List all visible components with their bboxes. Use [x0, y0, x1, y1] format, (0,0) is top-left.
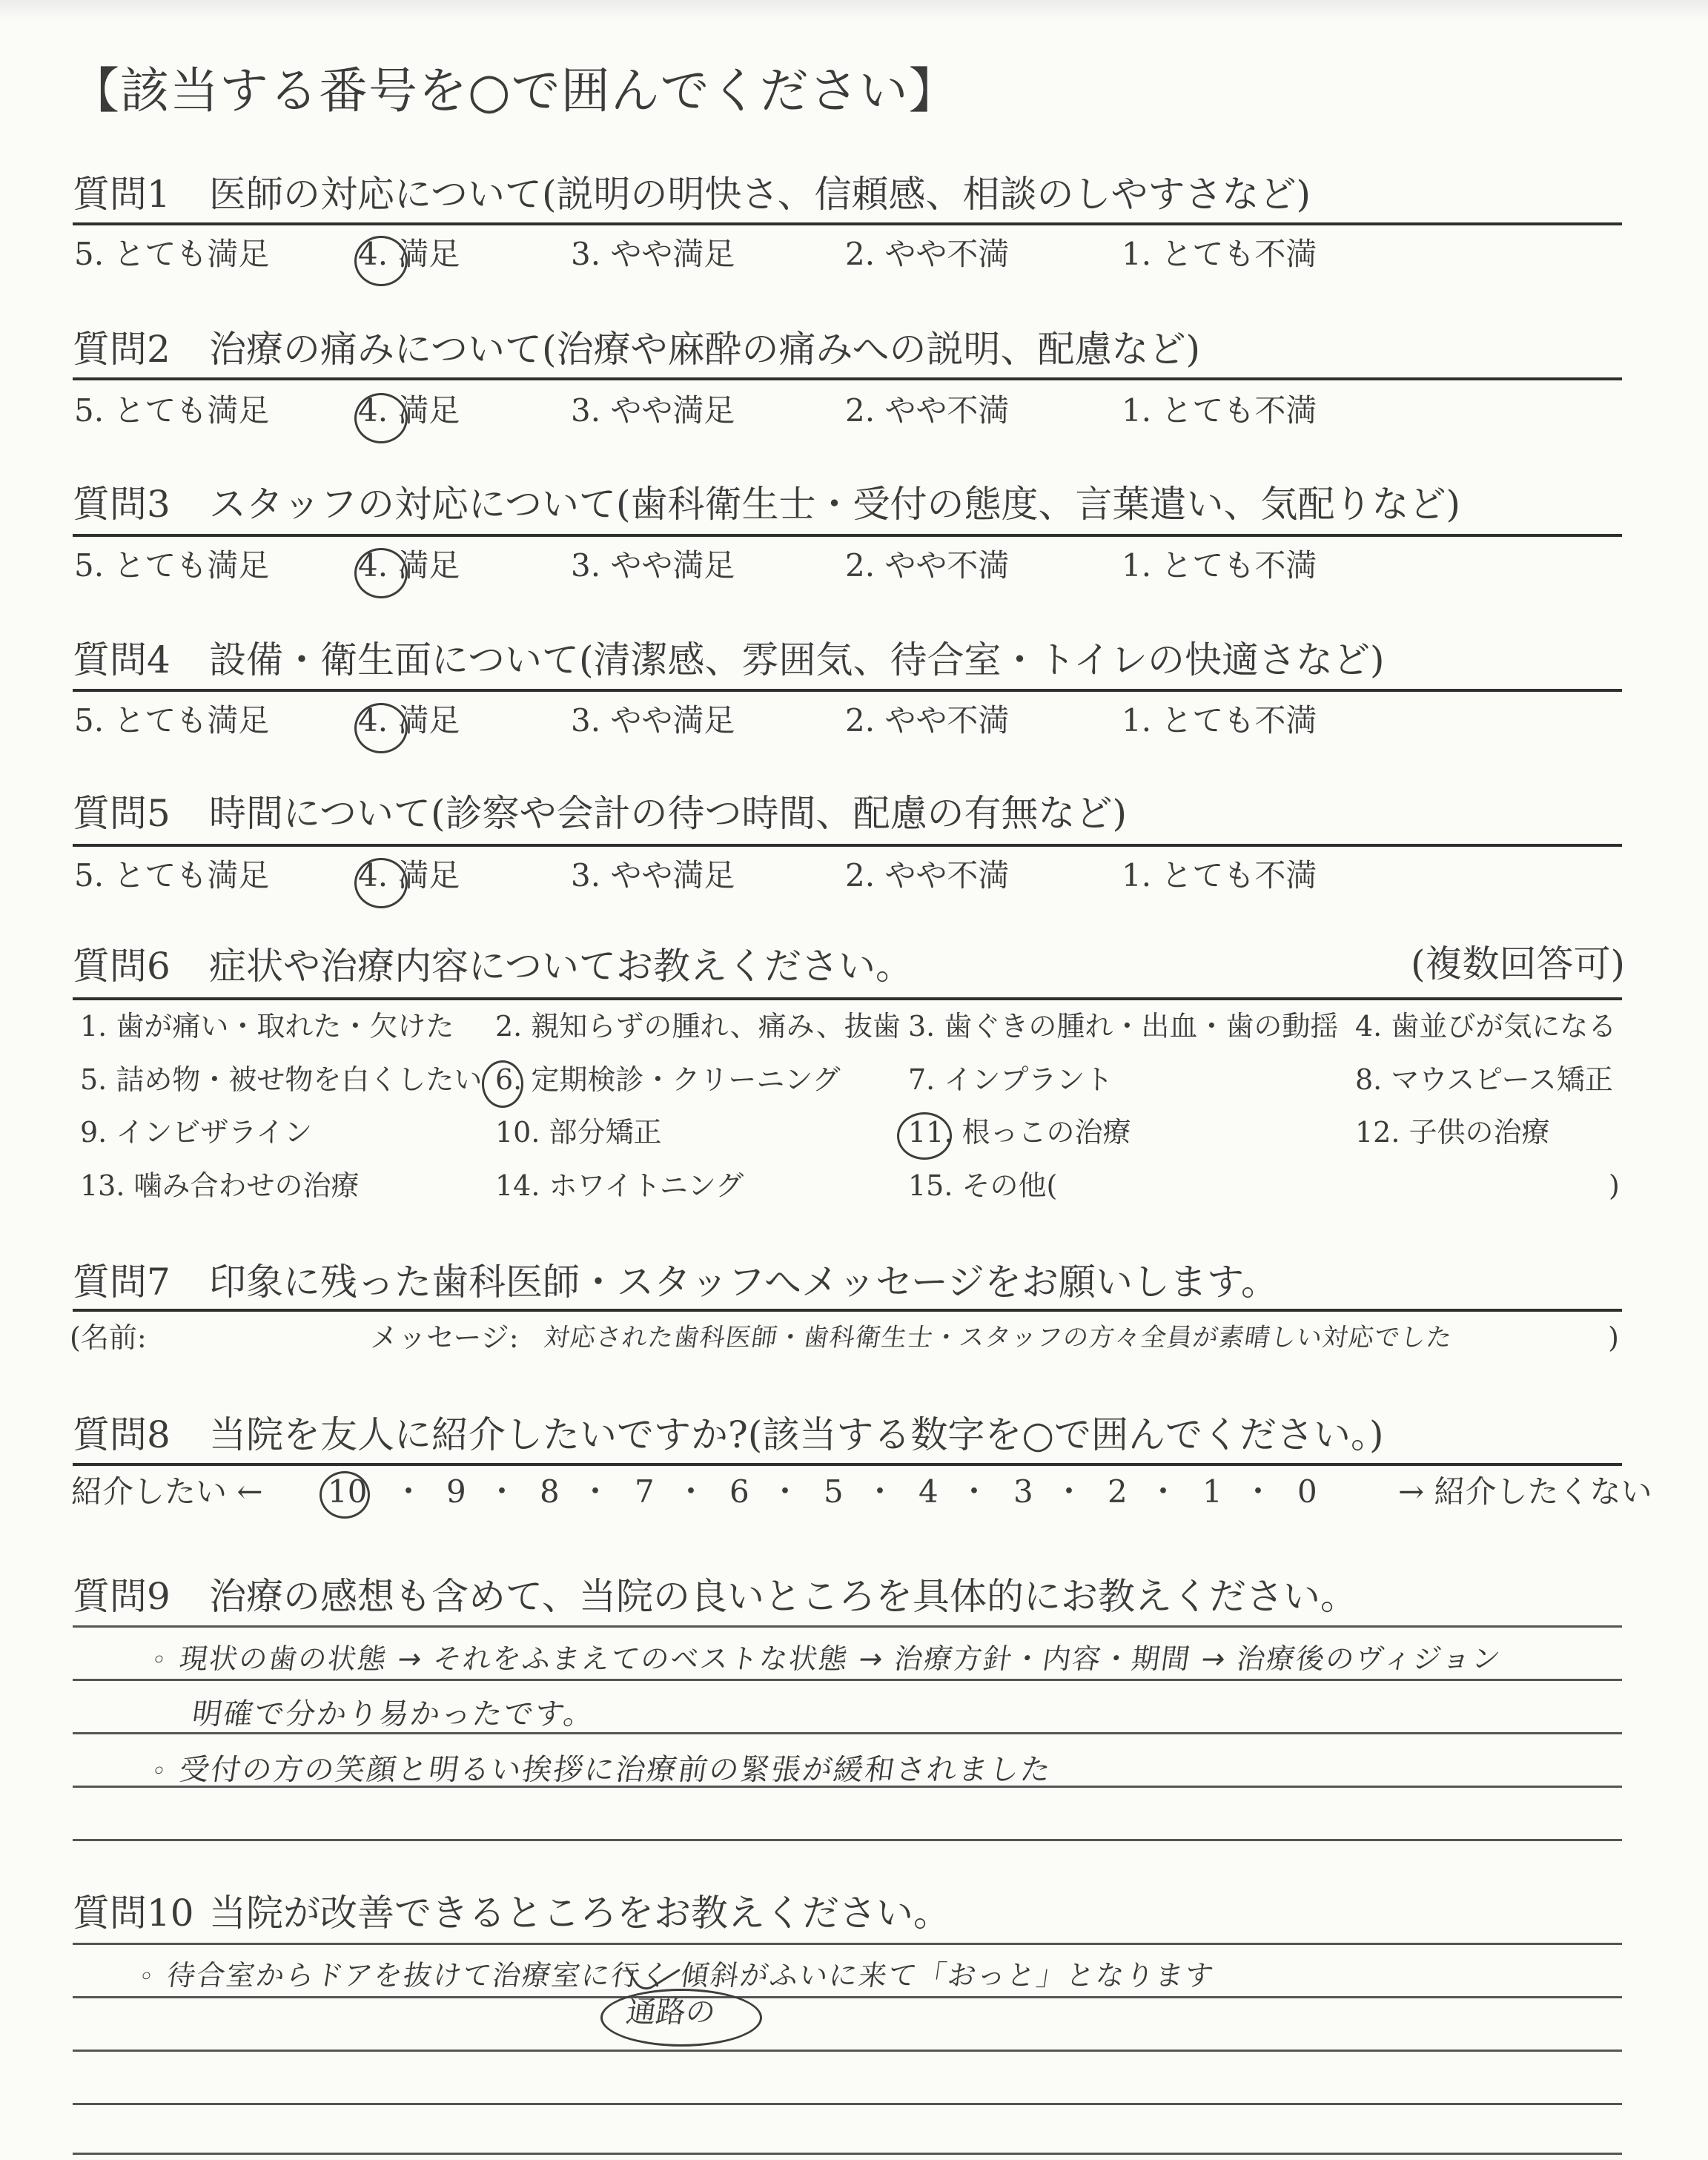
question-3-option-1[interactable]: 1. とても不満: [1122, 547, 1317, 584]
question-4-text: 設備・衛生面について(清潔感、雰囲気、待合室・トイレの快適さなど): [209, 638, 1385, 681]
question-9-answer-text-3: 受付の方の笑顔と明るい挨拶に治療前の緊張が緩和されました: [177, 1753, 1054, 1787]
question-9-answer-line-3: [149, 1746, 1055, 1789]
question-10-number: 質問10: [73, 1892, 194, 1935]
answer-line: [73, 1839, 1622, 1841]
scale-separator: ・: [1242, 1473, 1274, 1510]
question-9: [73, 1575, 1357, 1618]
question-4-option-3[interactable]: 3. やや満足: [571, 702, 735, 739]
question-7-rule: [73, 1309, 1622, 1312]
recommend-score-10[interactable]: 10: [328, 1473, 368, 1510]
question-6-option-13[interactable]: 13. 噛み合わせの治療: [80, 1169, 360, 1202]
question-6-option-9[interactable]: 9. インビザライン: [80, 1116, 313, 1149]
question-2-option-3[interactable]: 3. やや満足: [571, 392, 735, 429]
recommend-score-0[interactable]: 0: [1297, 1473, 1317, 1510]
question-4-rule: [73, 689, 1622, 692]
question-3-rule: [73, 534, 1622, 537]
question-6-multiple-note: (複数回答可): [1410, 942, 1625, 985]
answer-bullet: ◦: [149, 1757, 171, 1786]
question-1-option-5[interactable]: 5. とても満足: [74, 236, 270, 272]
question-10-text: 当院が改善できるところをお教えください。: [209, 1892, 950, 1935]
question-5-option-1[interactable]: 1. とても不満: [1122, 857, 1317, 894]
question-4-option-1[interactable]: 1. とても不満: [1122, 702, 1317, 739]
question-6-number: 質問6: [73, 945, 171, 988]
question-1: [73, 173, 1311, 216]
question-6-option-7[interactable]: 7. インプラント: [908, 1063, 1113, 1096]
question-6-option-11[interactable]: 11. 根っこの治療: [908, 1116, 1131, 1149]
question-2-text: 治療の痛みについて(治療や麻酔の痛みへの説明、配慮など): [209, 328, 1201, 371]
answer-line: [73, 2103, 1622, 2105]
recommend-left-label: 紹介したい ←: [71, 1473, 263, 1510]
question-10-answer-text: 待合室からドアを抜けて治療室に行く 傾斜がふいに来て「おっと」となります: [165, 1959, 1217, 1992]
question-5-rule: [73, 844, 1622, 847]
question-8-text: 当院を友人に紹介したいですか?(該当する数字を○で囲んでください。): [209, 1413, 1384, 1456]
scale-separator: ・: [675, 1473, 707, 1510]
scale-separator: ・: [864, 1473, 896, 1510]
question-4-options: [74, 700, 1623, 742]
recommend-score-9[interactable]: 9: [446, 1473, 466, 1510]
question-1-option-3[interactable]: 3. やや満足: [571, 236, 735, 272]
recommend-score-6[interactable]: 6: [729, 1473, 749, 1510]
scale-separator: ・: [959, 1473, 990, 1510]
question-2-option-4[interactable]: 4. 満足: [358, 392, 460, 429]
question-9-answer-line-1: [149, 1636, 1505, 1677]
question-9-answer-line-2: 明確で分かり易かったです。: [190, 1697, 598, 1731]
question-7-close-paren: ): [1608, 1321, 1619, 1354]
recommend-score-7[interactable]: 7: [635, 1473, 655, 1510]
scale-separator: ・: [393, 1473, 425, 1510]
question-6-option-8[interactable]: 8. マウスピース矯正: [1355, 1063, 1613, 1096]
question-4-option-2[interactable]: 2. やや不満: [845, 702, 1010, 739]
question-10-answer-line-1: [136, 1952, 1218, 1993]
question-4-option-5[interactable]: 5. とても満足: [74, 702, 270, 739]
answer-line: [73, 1625, 1622, 1628]
question-5-text: 時間について(診察や会計の待つ時間、配慮の有無など): [209, 792, 1128, 835]
recommend-right-label: → 紹介したくない: [1398, 1473, 1652, 1510]
question-1-option-1[interactable]: 1. とても不満: [1122, 236, 1317, 272]
question-7-text: 印象に残った歯科医師・スタッフへメッセージをお願いします。: [209, 1261, 1278, 1304]
question-6-options: [80, 1012, 1622, 1212]
answer-line: [73, 1679, 1622, 1681]
question-6-option-6[interactable]: 6. 定期検診・クリーニング: [495, 1063, 841, 1096]
question-1-option-4[interactable]: 4. 満足: [358, 236, 460, 272]
scale-separator: ・: [580, 1473, 612, 1510]
page-title: 【該当する番号を○で囲んでください】: [70, 62, 959, 119]
recommend-score-2[interactable]: 2: [1108, 1473, 1128, 1510]
question-6-option-3[interactable]: 3. 歯ぐきの腫れ・出血・歯の動揺: [908, 1010, 1339, 1043]
question-7-message-label: メッセージ:: [370, 1321, 519, 1354]
question-1-number: 質問1: [73, 173, 171, 216]
question-9-number: 質問9: [73, 1575, 171, 1618]
question-4-number: 質問4: [73, 638, 171, 681]
question-1-rule: [73, 222, 1622, 225]
question-9-answer-text-1: 現状の歯の状態 → それをふまえてのベストな状態 → 治療方針・内容・期間 → 治療後のヴィジョン: [177, 1642, 1504, 1675]
question-6-option-15[interactable]: 15. その他(: [908, 1169, 1058, 1202]
question-3-options: [74, 545, 1623, 587]
answer-bullet: ◦: [149, 1645, 171, 1675]
question-1-options: [74, 234, 1623, 275]
recommend-score-4[interactable]: 4: [918, 1473, 939, 1510]
question-5-option-5[interactable]: 5. とても満足: [74, 857, 270, 894]
question-3-option-5[interactable]: 5. とても満足: [74, 547, 270, 584]
question-2-option-5[interactable]: 5. とても満足: [74, 392, 270, 429]
question-6-option-14[interactable]: 14. ホワイトニング: [495, 1169, 744, 1202]
question-6-option-4[interactable]: 4. 歯並びが気になる: [1355, 1010, 1617, 1043]
answer-line: [73, 2153, 1622, 2155]
answer-line: [73, 1943, 1622, 1945]
question-3-option-3[interactable]: 3. やや満足: [571, 547, 735, 584]
scale-separator: ・: [1053, 1473, 1085, 1510]
scan-top-edge: [0, 0, 1708, 21]
question-6-text: 症状や治療内容についてお教えください。: [209, 945, 913, 988]
question-9-text: 治療の感想も含めて、当院の良いところを具体的にお教えください。: [209, 1575, 1357, 1618]
question-3: [73, 483, 1461, 526]
question-5: [73, 792, 1128, 835]
inserted-text: 通路の: [623, 1995, 718, 2029]
question-5-number: 質問5: [73, 792, 171, 835]
question-7-handwritten-message: 対応された歯科医師・歯科衛生士・スタッフの方々全員が素晴しい対応でした: [542, 1323, 1454, 1353]
question-6-rule: [73, 997, 1622, 1000]
question-2: [73, 328, 1201, 371]
question-2-option-2[interactable]: 2. やや不満: [845, 392, 1010, 429]
question-6-option-5[interactable]: 5. 詰め物・被せ物を白くしたい: [80, 1063, 483, 1096]
question-2-option-1[interactable]: 1. とても不満: [1122, 392, 1317, 429]
question-7-number: 質問7: [73, 1261, 171, 1304]
question-6-option-10[interactable]: 10. 部分矯正: [495, 1116, 662, 1149]
recommend-score-5[interactable]: 5: [824, 1473, 844, 1510]
question-6-option-1[interactable]: 1. 歯が痛い・取れた・欠けた: [80, 1010, 454, 1043]
question-8-rule: [73, 1463, 1622, 1466]
question-8: [73, 1413, 1384, 1456]
question-6-other-close-paren: ): [1609, 1169, 1620, 1202]
question-2-number: 質問2: [73, 328, 171, 371]
question-6-option-12[interactable]: 12. 子供の治療: [1355, 1116, 1550, 1149]
question-2-rule: [73, 377, 1622, 380]
question-8-recommendation-scale: [71, 1471, 1652, 1513]
scale-separator: ・: [769, 1473, 801, 1510]
question-4-option-4[interactable]: 4. 満足: [358, 702, 460, 739]
question-2-options: [74, 390, 1623, 432]
question-1-text: 医師の対応について(説明の明快さ、信頼感、相談のしやすさなど): [209, 173, 1311, 216]
question-6-option-2[interactable]: 2. 親知らずの腫れ、痛み、抜歯: [495, 1010, 901, 1043]
question-6: [73, 945, 913, 988]
question-5-options: [74, 855, 1623, 896]
question-3-option-2[interactable]: 2. やや不満: [845, 547, 1010, 584]
question-7-name-label: (名前:: [70, 1321, 147, 1354]
answer-line: [73, 1996, 1622, 1998]
question-3-option-4[interactable]: 4. 満足: [358, 547, 460, 584]
question-5-option-3[interactable]: 3. やや満足: [571, 857, 735, 894]
recommend-score-1[interactable]: 1: [1202, 1473, 1222, 1510]
question-3-text: スタッフの対応について(歯科衛生士・受付の態度、言葉遣い、気配りなど): [209, 483, 1461, 526]
recommend-score-8[interactable]: 8: [540, 1473, 560, 1510]
question-7: [73, 1261, 1278, 1304]
question-5-option-4[interactable]: 4. 満足: [358, 857, 460, 894]
question-8-number: 質問8: [73, 1413, 171, 1456]
question-5-option-2[interactable]: 2. やや不満: [845, 857, 1010, 894]
answer-bullet: ◦: [136, 1962, 158, 1992]
recommend-score-3[interactable]: 3: [1013, 1473, 1033, 1510]
question-4: [73, 638, 1385, 681]
question-3-number: 質問3: [73, 483, 171, 526]
question-7-response-row: [70, 1318, 1619, 1357]
scale-separator: ・: [486, 1473, 518, 1510]
answer-line: [73, 2050, 1622, 2052]
question-1-option-2[interactable]: 2. やや不満: [845, 236, 1010, 272]
scale-separator: ・: [1148, 1473, 1179, 1510]
question-10: [73, 1892, 950, 1935]
